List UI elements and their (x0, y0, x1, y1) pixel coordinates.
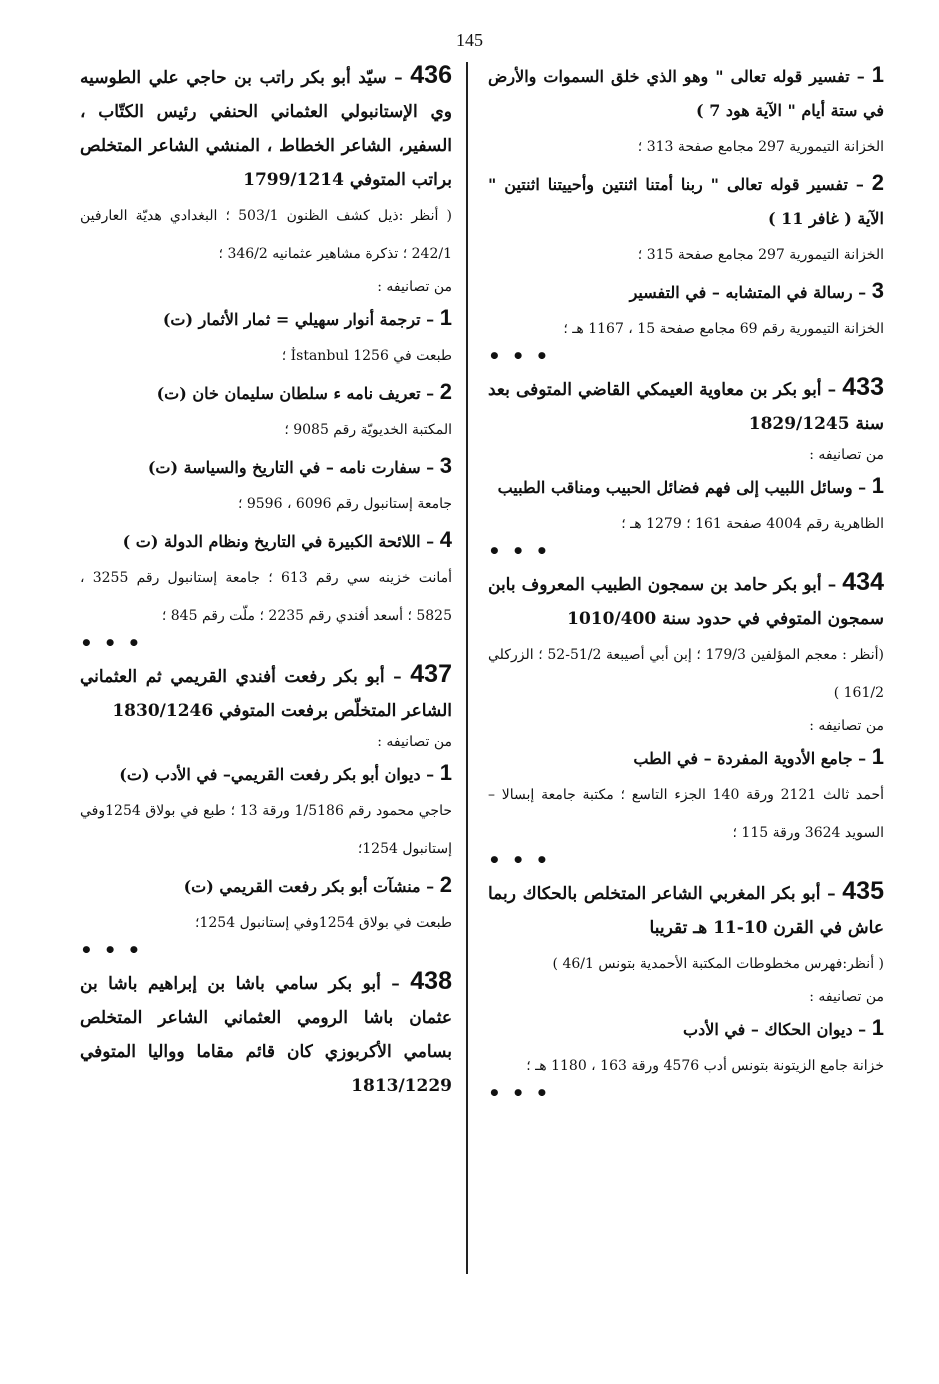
page-number: 145 (456, 30, 483, 50)
work-title (80, 449, 452, 485)
work-number: 1 (871, 1015, 884, 1040)
work-number: 4 (439, 527, 452, 552)
works-label: من تصانيفه : (377, 279, 452, 295)
entry-text: – أبو بكر بن معاوية العيمكي القاضي المتوفى بعد سنة 1829/1245 (488, 380, 884, 434)
section-separator: • • • (488, 1081, 551, 1105)
entry-heading (80, 964, 452, 1103)
section-separator: • • • (80, 938, 143, 962)
source-reference: (أنظر : معجم المؤلفين 179/3 ؛ إبن أبي أصيبعة 51/2-52 ؛ الزركلي 161/2 ) (488, 647, 884, 701)
source-reference: الخزانة التيمورية 297 مجامع صفحة 313 ؛ (637, 139, 884, 155)
source-reference: حاجي محمود رقم 1/5186 ورقة 13 ؛ طبع في بولاق 1254وفي إستانبول 1254؛ (80, 803, 452, 857)
works-label: من تصانيفه : (377, 734, 452, 750)
entry-number: 433 (842, 373, 884, 401)
works-label: من تصانيفه : (809, 447, 884, 463)
right-column (488, 58, 884, 1107)
work-text: – ديوان أبو بكر رفعت القريمي– في الأدب (ت) (119, 765, 440, 784)
source-reference: طبعت في بولاق 1254وفي إستانبول 1254؛ (195, 915, 452, 931)
entry-number: 434 (842, 568, 884, 596)
entry-number: 437 (410, 660, 452, 688)
work-number: 2 (871, 170, 884, 195)
work-title (80, 375, 452, 411)
work-title (488, 740, 884, 776)
work-text: – اللائحة الكبيرة في التاريخ ونظام الدولة (ت ) (122, 532, 440, 551)
entry-text: – أبو بكر رفعت أفندي القريمي ثم العثماني الشاعر المتخلّص برفعت المتوفي 1830/1246 (80, 667, 452, 721)
source-reference: الظاهرية رقم 4004 صفحة 161 ؛ 1279 هـ ؛ (621, 516, 884, 532)
works-label: من تصانيفه : (809, 718, 884, 734)
source-reference: ( أنظر :ذيل كشف الظنون 503/1 ؛ البغدادي هديّة العارفين 242/1 ؛ تذكرة مشاهير عثمانيه 346/2 ؛ (80, 208, 452, 262)
source-reference: ( أنظر:فهرس مخطوطات المكتبة الأحمدية بتونس 46/1 ) (552, 956, 884, 972)
section-separator: • • • (488, 848, 551, 872)
work-text: – جامع الأدوية المفردة – في الطب (633, 749, 872, 768)
entry-heading (488, 874, 884, 945)
work-number: 1 (439, 760, 452, 785)
work-text: – ترجمة أنوار سهيلي = ثمار الأثمار (ت) (162, 310, 440, 329)
entry-text: – سيّد أبو بكر راتب بن حاجي علي الطوسيه وي الإستانبولي العثماني الحنفي رئيس الكتّاب ، السفير، الشاعر الخطاط ، المنشي الشاعر المتخلص براتب المتوفي 1799/1214 (80, 68, 452, 190)
section-separator: • • • (488, 539, 551, 563)
section-separator: • • • (80, 631, 143, 655)
work-number: 1 (439, 305, 452, 330)
entry-text: – أبو بكر حامد بن سمجون الطبيب المعروف بابن سمجون المتوفي في حدود سنة 1010/400 (488, 575, 884, 629)
source-reference: طبعت في İstanbul 1256 ؛ (281, 348, 452, 364)
work-text: – تفسير قوله تعالى " ربنا أمتنا اثنتين وأحييتنا اثنتين " الآية ( غافر 11 ) (488, 175, 884, 228)
work-number: 3 (871, 278, 884, 303)
entry-text: – أبو بكر المغربي الشاعر المتخلص بالحكاك ربما عاش في القرن 10-11 هـ تقريبا (488, 884, 884, 938)
work-text: – رسالة في المتشابه – في التفسير (629, 283, 872, 302)
source-reference: جامعة إستانبول رقم 6096 ، 9596 ؛ (237, 496, 452, 512)
work-title (488, 469, 884, 505)
work-number: 1 (871, 744, 884, 769)
work-title (80, 523, 452, 559)
work-text: – تفسير قوله تعالى " وهو الذي خلق السموات والأرض في ستة أيام " الآية هود 7 ) (488, 67, 884, 120)
work-title (488, 1011, 884, 1047)
source-reference: خزانة جامع الزيتونة بتونس أدب 4576 ورقة 163 ، 1180 هـ ؛ (526, 1058, 884, 1074)
section-separator: • • • (488, 344, 551, 368)
entry-number: 436 (410, 61, 452, 89)
entry-number: 438 (410, 967, 452, 995)
source-reference: الخزانة التيمورية 297 مجامع صفحة 315 ؛ (637, 247, 884, 263)
work-text: – ديوان الحكاك – في الأدب (683, 1020, 872, 1039)
work-title (488, 274, 884, 310)
left-column (80, 58, 452, 1103)
work-number: 2 (439, 379, 452, 404)
work-title (80, 868, 452, 904)
entry-heading (488, 565, 884, 636)
works-label: من تصانيفه : (809, 989, 884, 1005)
work-title (80, 301, 452, 337)
entry-text: – أبو بكر سامي باشا بن إبراهيم باشا بن عثمان باشا الرومي العثماني الشاعر المتخلص بسامي الأكربوزي كان قائم مقاما ووالیا المتوفي 1813/1229 (80, 974, 452, 1096)
work-text: – تعريف نامه ء سلطان سليمان خان (ت) (156, 384, 440, 403)
source-reference: أمانت خزينه سي رقم 613 ؛ جامعة إستانبول رقم 3255 ، 5825 ؛ أسعد أفندي رقم 2235 ؛ ملّت رقم 845 ؛ (80, 570, 452, 624)
work-title (80, 756, 452, 792)
source-reference: الخزانة التيمورية رقم 69 مجامع صفحة 15 ، 1167 هـ ؛ (563, 321, 884, 337)
work-text: – سفارت نامه – في التاريخ والسياسة (ت) (147, 458, 440, 477)
work-number: 3 (439, 453, 452, 478)
work-text: – وسائل اللبيب إلى فهم فضائل الحبيب ومناقب الطبيب (497, 478, 872, 497)
entry-heading (80, 657, 452, 728)
work-title (488, 58, 884, 128)
work-number: 1 (871, 473, 884, 498)
entry-heading (80, 58, 452, 197)
entry-heading (488, 370, 884, 441)
work-number: 1 (871, 62, 884, 87)
source-reference: أحمد ثالث 2121 ورقة 140 الجزء التاسع ؛ مكتبة جامعة إبسالا – السويد 3624 ورقة 115 ؛ (488, 787, 884, 841)
column-divider (466, 62, 468, 1274)
work-text: – منشآت أبو بكر رفعت القريمي (ت) (183, 877, 440, 896)
entry-number: 435 (842, 877, 884, 905)
source-reference: المكتبة الخديويّة رقم 9085 ؛ (284, 422, 452, 438)
work-number: 2 (439, 872, 452, 897)
work-title (488, 166, 884, 236)
